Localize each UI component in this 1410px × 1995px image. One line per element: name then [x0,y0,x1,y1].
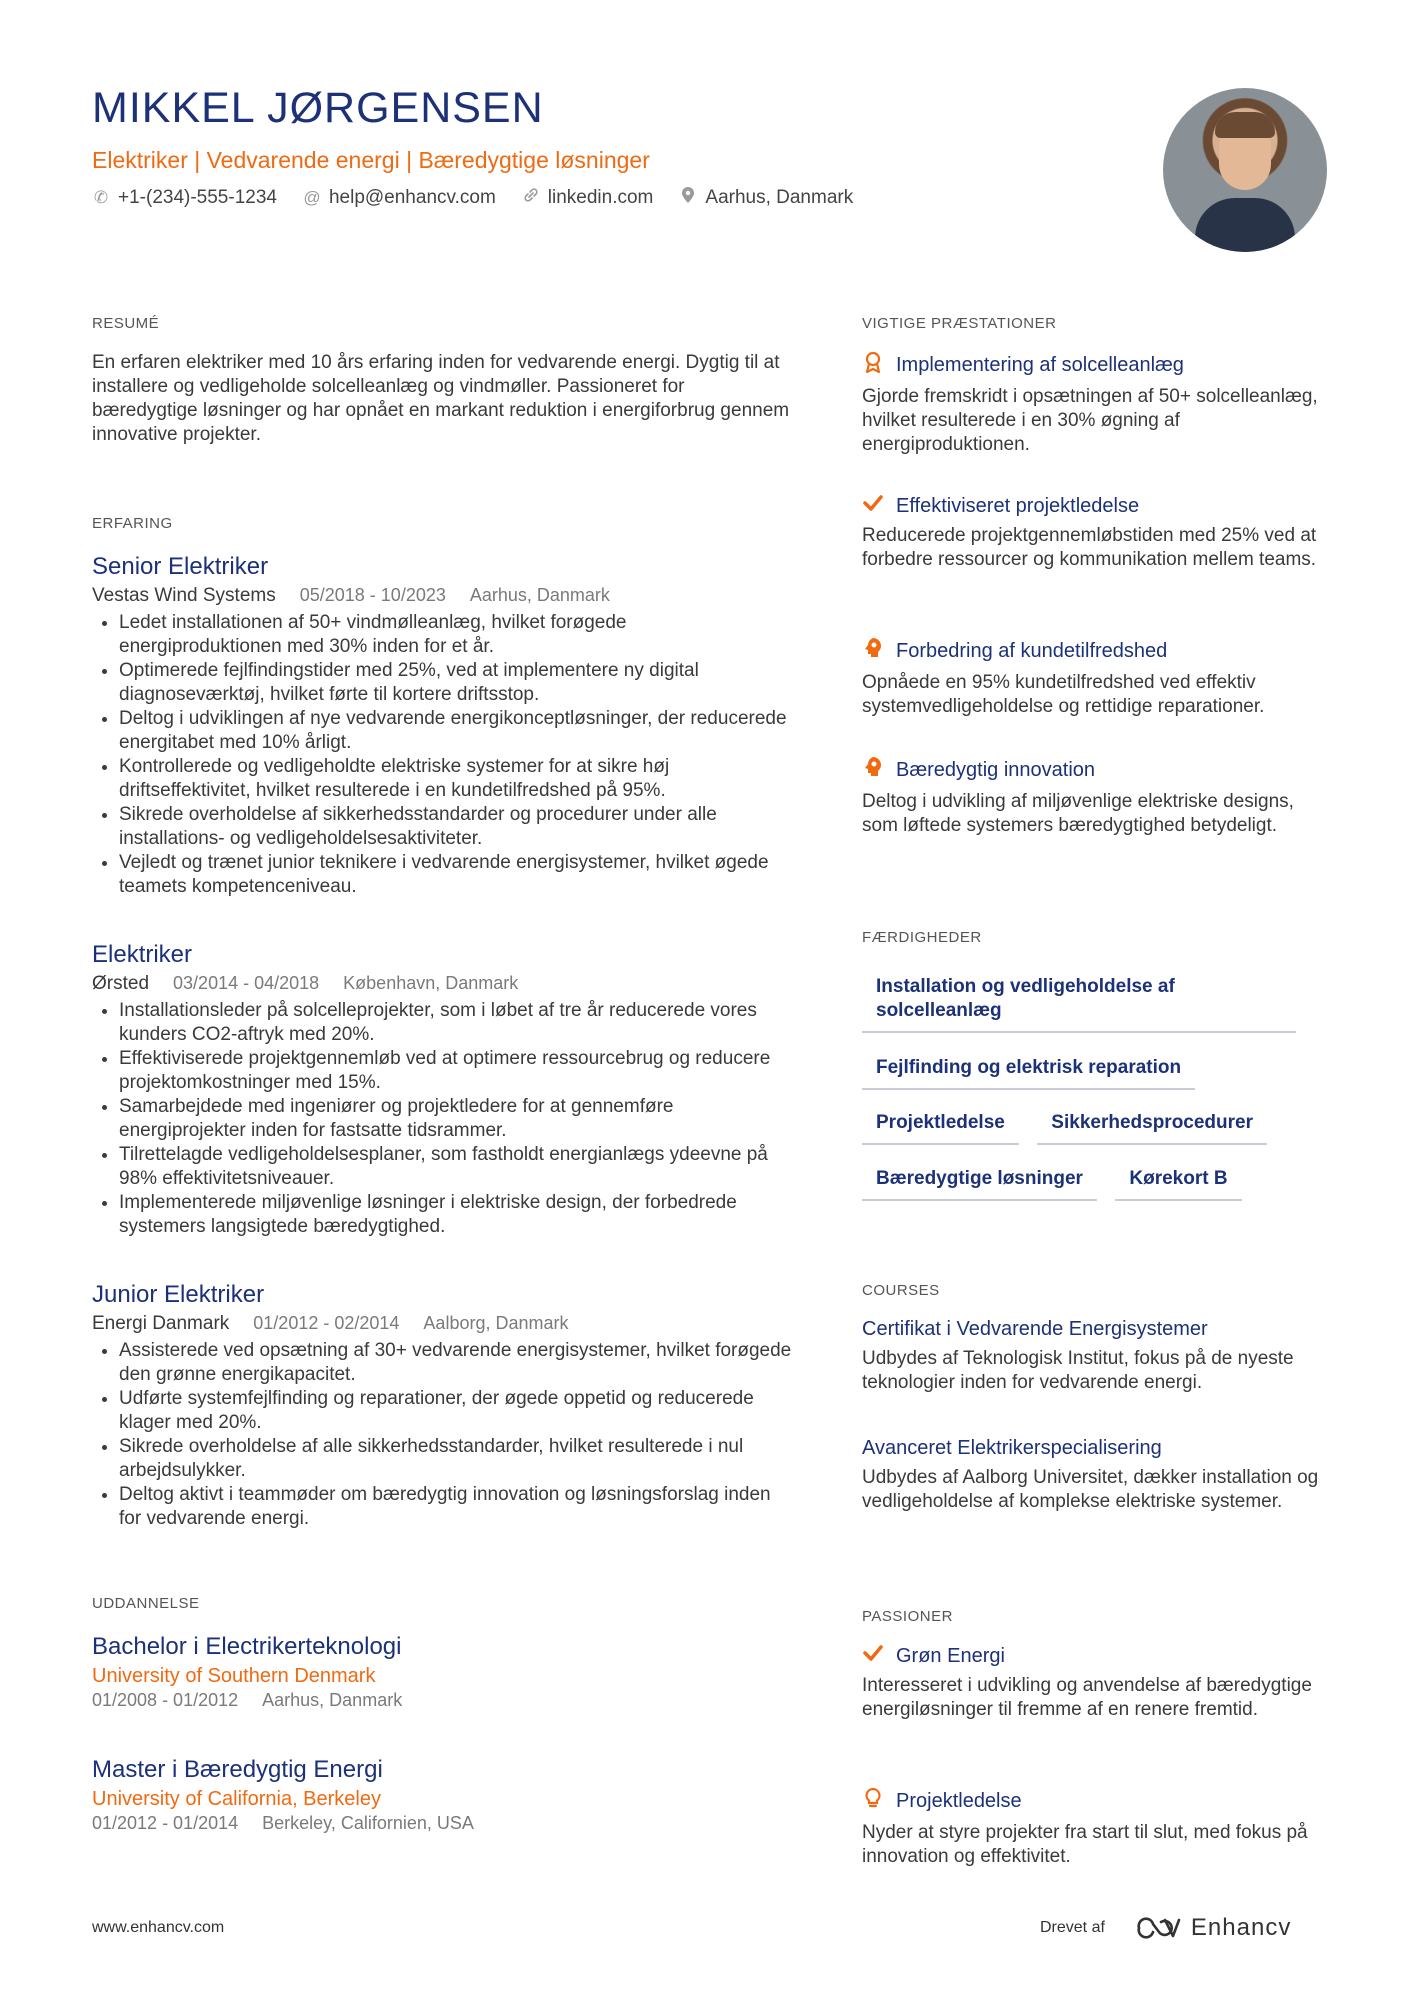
education-degree: Master i Bæredygtig Energi [92,1756,383,1783]
job-location: København, Danmark [343,973,519,993]
footer-website[interactable]: www.enhancv.com [92,1919,225,1936]
achievement-desc: Reducerede projektgennemløbstiden med 25% ved at forbedre ressourcer og kommunikation mellem teams. [862,525,1317,570]
skill-row [862,1111,1332,1145]
passion-item [862,1787,1332,1869]
passion-item [862,1644,1332,1722]
checkmark-icon [862,1644,884,1668]
skill-tag: Bæredygtige løsninger [862,1167,1097,1201]
job-company: Vestas Wind Systems [92,585,276,606]
job-dates: 01/2012 - 02/2014 [253,1313,400,1333]
course-desc: Udbydes af Teknologisk Institut, fokus på de nyeste teknologier inden for vedvarende energi. [862,1348,1294,1393]
education-school: University of Southern Denmark [92,1665,376,1687]
contact-location-value: Aarhus, Danmark [705,186,854,208]
education-dates: 01/2012 - 01/2014 [92,1813,239,1833]
achievement-item [862,756,1332,838]
achievement-item [862,351,1332,457]
job-company: Energi Danmark [92,1313,230,1334]
achievement-title: Bæredygtig innovation [896,758,1096,781]
skill-tag: Kørekort B [1115,1167,1241,1201]
course-title: Avanceret Elektrikerspecialisering [862,1437,1162,1459]
contact-phone-value: +1-(234)-555-1234 [118,186,277,208]
section-heading-passions: PASSIONER [862,1608,953,1625]
contact-email-value: help@enhancv.com [328,186,496,208]
skill-row [862,975,1332,1033]
achievement-desc: Gjorde fremskridt i opsætningen af 50+ solcelleanlæg, hvilket resulterede i en 30% øgning af energiproduktionen. [862,386,1318,455]
achievement-title: Implementering af solcelleanlæg [896,353,1184,376]
passion-title: Grøn Energi [896,1644,1005,1667]
passion-desc: Nyder at styre projekter fra start til slut, med fokus på innovation og effektivitet. [862,1822,1308,1867]
achievement-desc: Opnåede en 95% kundetilfredshed ved effektiv systemvedligeholdelse og rettidige reparationer. [862,672,1265,717]
job-location: Aarhus, Danmark [469,585,610,605]
job-location: Aalborg, Danmark [423,1313,569,1333]
job-bullet: • Vejledt og trænet junior teknikere i vedvarende energisystemer, hvilket øgede teamets kompetenceniveau. [119,851,792,899]
head-gear-icon [862,637,884,665]
job-bullet: • Deltog i udviklingen af nye vedvarende energikonceptløsninger, der reducerede energitabet med 10% årligt. [119,707,792,755]
head-gear-icon [862,756,884,784]
location-pin-icon [679,186,697,209]
contact-email[interactable] [303,187,496,209]
brand-name: Enhancv [1190,1914,1292,1941]
enhancv-logo-icon [1135,1915,1181,1941]
section-heading-experience: ERFARING [92,515,173,532]
section-heading-courses: COURSES [862,1282,940,1299]
section-heading-skills: FÆRDIGHEDER [862,929,982,946]
job-entry [92,1281,792,1531]
achievement-item [862,637,1332,719]
section-heading-achievements: VIGTIGE PRÆSTATIONER [862,315,1057,332]
education-location: Aarhus, Danmark [262,1690,403,1710]
job-company: Ørsted [92,973,150,994]
section-heading-resume: RESUMÉ [92,315,160,332]
passion-title: Projektledelse [896,1789,1022,1812]
job-bullet: • Sikrede overholdelse af sikkerhedsstandarder og procedurer under alle installations- og vedligeholdelsesaktiviteter. [119,803,792,851]
candidate-name: MIKKEL JØRGENSEN [92,84,544,132]
summary-text: En erfaren elektriker med 10 års erfaring inden for vedvarende energi. Dygtig til at installere og vedligeholde solcelleanlæg og vindmøller. Passioneret for bæredygtige løsninger og har opnået en markant reduktion i energiforbrug gennem innovative projekter. [92,352,790,445]
job-title: Junior Elektriker [92,1281,265,1308]
course-item [862,1318,1332,1395]
education-dates: 01/2008 - 01/2012 [92,1690,239,1710]
enhancv-logo[interactable] [1135,1914,1291,1942]
course-desc: Udbydes af Aalborg Universitet, dækker installation og vedligeholdelse af komplekse elektriske systemer. [862,1467,1319,1512]
job-bullet: • Udførte systemfejlfinding og reparationer, der øgede oppetid og reducerede klager med 20%. [119,1387,792,1435]
education-entry [92,1756,792,1834]
job-bullet: • Installationsleder på solcelleprojekter, som i løbet af tre år reducerede vores kunders CO2-aftryk med 20%. [119,999,792,1047]
achievement-title: Forbedring af kundetilfredshed [896,639,1168,662]
job-bullets [92,611,792,899]
lightbulb-icon [862,1787,884,1815]
skill-row [862,1167,1332,1201]
passion-desc: Interesseret i udvikling og anvendelse af bæredygtige energiløsninger til fremme af en renere fremtid. [862,1675,1312,1720]
education-school: University of California, Berkeley [92,1788,381,1810]
contact-linkedin-value: linkedin.com [547,186,654,208]
candidate-title: Elektriker | Vedvarende energi | Bæredygtige løsninger [92,147,650,173]
skill-row [862,1056,1332,1090]
job-bullet: • Optimerede fejlfindingstider med 25%, ved at implementere ny digital diagnoseværktøj, hvilket førte til kortere driftsstop. [119,659,792,707]
education-entry [92,1633,792,1711]
skill-tag: Fejlfinding og elektrisk reparation [862,1056,1195,1090]
job-entry [92,553,792,899]
section-heading-education: UDDANNELSE [92,1595,200,1612]
job-bullet: • Ledet installationen af 50+ vindmølleanlæg, hvilket forøgede energiproduktionen med 30% inden for et år. [119,611,792,659]
job-title: Senior Elektriker [92,553,269,580]
job-bullet: • Assisterede ved opsætning af 30+ vedvarende energisystemer, hvilket forøgede den grønne energikapacitet. [119,1339,792,1387]
course-title: Certifikat i Vedvarende Energisystemer [862,1318,1208,1340]
contact-linkedin[interactable] [522,186,654,209]
contact-phone[interactable] [92,187,277,209]
course-item [862,1437,1332,1514]
footer-brand-area [1040,1914,1291,1942]
job-entry [92,941,792,1239]
award-icon [862,351,884,379]
powered-by-label: Drevet af [1040,1919,1105,1936]
profile-photo [1163,88,1327,252]
skill-tag: Projektledelse [862,1111,1019,1145]
job-bullet: • Sikrede overholdelse af alle sikkerhedsstandarder, hvilket resulterede i nul arbejdsulykker. [119,1435,792,1483]
at-icon: @ [303,187,321,207]
job-bullets [92,999,792,1239]
job-bullet: • Kontrollerede og vedligeholdte elektriske systemer for at sikre høj driftseffektivitet, hvilket resulterede i en kundetilfredshed på 95%. [119,755,792,803]
job-bullet: • Tilrettelagde vedligeholdelsesplaner, som fastholdt energianlægs ydeevne på 98% effektivitetsniveauer. [119,1143,792,1191]
link-icon [522,186,540,209]
achievement-desc: Deltog i udvikling af miljøvenlige elektriske designs, som løftede systemers bæredygtighed betydeligt. [862,791,1294,836]
skill-tag: Sikkerhedsprocedurer [1037,1111,1267,1145]
job-dates: 05/2018 - 10/2023 [299,585,446,605]
job-bullet: • Implementerede miljøvenlige løsninger i elektriske design, der forbedrede systemers langsigtede bæredygtighed. [119,1191,792,1239]
job-title: Elektriker [92,941,193,968]
achievement-title: Effektiviseret projektledelse [896,494,1140,517]
education-location: Berkeley, Californien, USA [262,1813,474,1833]
job-bullet: • Deltog aktivt i teammøder om bæredygtig innovation og løsningsforslag inden for vedvarende energi. [119,1483,792,1531]
checkmark-icon [862,494,884,518]
education-degree: Bachelor i Electrikerteknologi [92,1633,402,1660]
achievement-item [862,494,1332,572]
skill-tag: Installation og vedligeholdelse af solcelleanlæg [862,975,1296,1033]
job-bullet: • Samarbejdede med ingeniører og projektledere for at gennemføre energiprojekter inden for fastsatte tidsrammer. [119,1095,792,1143]
job-bullet: • Effektiviserede projektgennemløb ved at optimere ressourcebrug og reducere projektomkostninger med 15%. [119,1047,792,1095]
job-dates: 03/2014 - 04/2018 [173,973,320,993]
phone-icon: ✆ [93,187,109,207]
contact-location [679,186,853,209]
contact-bar [92,186,853,209]
job-bullets [92,1339,792,1531]
